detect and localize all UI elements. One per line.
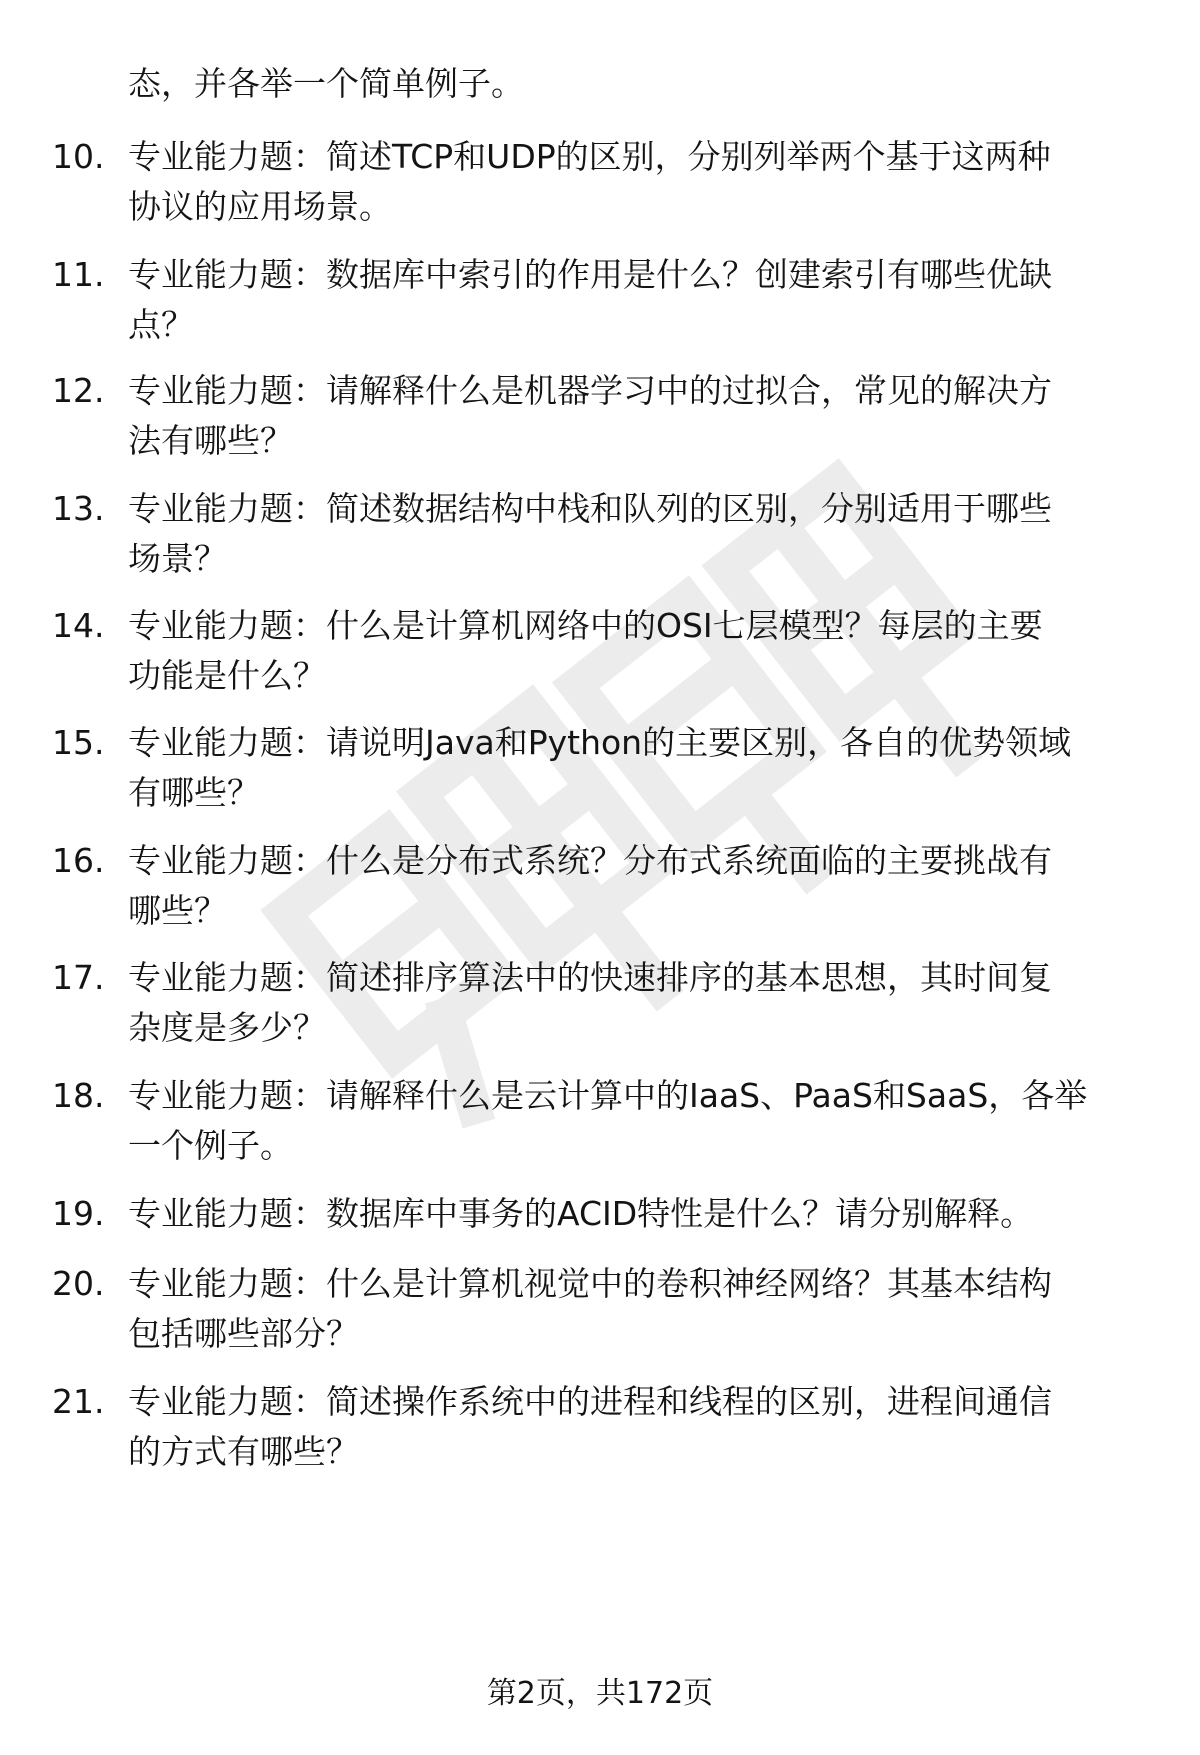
question-line: 有哪些？ [128,773,260,812]
question-line: 专业能力题：简述排序算法中的快速排序的基本思想，其时间复 [128,958,1052,997]
question-line: 专业能力题：请说明Java和Python的主要区别，各自的优势领域 [128,723,1072,762]
question-text [128,953,1168,1053]
question-line: 协议的应用场景。 [128,187,392,226]
question-number: 13. [52,489,105,528]
question-line: 的方式有哪些？ [128,1432,359,1471]
question-line: 哪些？ [128,891,227,930]
question-number: 19. [52,1194,105,1233]
question-line: 杂度是多少？ [128,1008,326,1047]
question-text [128,250,1168,350]
question-number: 18. [52,1076,105,1115]
question-number: 21. [52,1382,105,1421]
question-line: 专业能力题：什么是计算机视觉中的卷积神经网络？其基本结构 [128,1264,1052,1303]
question-line: 专业能力题：什么是计算机网络中的OSI七层模型？每层的主要 [128,606,1043,645]
question-line: 点？ [128,305,194,344]
page-footer: 第2页，共172页 [486,1676,714,1711]
question-line: 一个例子。 [128,1126,293,1165]
question-text [128,132,1168,232]
question-line: 专业能力题：请解释什么是云计算中的IaaS、PaaS和SaaS，各举 [128,1076,1088,1115]
question-text [128,1259,1168,1359]
question-text [128,1071,1168,1171]
question-number: 15. [52,723,105,762]
question-number: 12. [52,371,105,410]
question-number: 14. [52,606,105,645]
question-line: 场景？ [128,539,227,578]
question-line: 专业能力题：请解释什么是机器学习中的过拟合，常见的解决方 [128,371,1052,410]
question-number: 10. [52,137,105,176]
question-number: 20. [52,1264,105,1303]
question-line: 专业能力题：简述操作系统中的进程和线程的区别，进程间通信 [128,1382,1052,1421]
question-line: 专业能力题：简述TCP和UDP的区别，分别列举两个基于这两种 [128,137,1051,176]
question-text [128,366,1168,466]
question-line: 功能是什么？ [128,656,326,695]
question-line: 专业能力题：数据库中索引的作用是什么？创建索引有哪些优缺 [128,255,1052,294]
question-line: 法有哪些？ [128,421,293,460]
question-text [128,1377,1168,1477]
question-number: 17. [52,958,105,997]
question-line: 专业能力题：简述数据结构中栈和队列的区别，分别适用于哪些 [128,489,1052,528]
question-text [128,601,1168,701]
question-line: 专业能力题：数据库中事务的ACID特性是什么？请分别解释。 [128,1194,1034,1233]
question-line: 专业能力题：什么是分布式系统？分布式系统面临的主要挑战有 [128,841,1052,880]
question-number: 16. [52,841,105,880]
question-text [128,1189,1168,1239]
question-number: 11. [52,255,105,294]
question-line: 包括哪些部分？ [128,1314,359,1353]
question-text [128,718,1168,818]
continuation-text: 态，并各举一个简单例子。 [128,64,524,103]
question-text [128,484,1168,584]
question-text [128,836,1168,936]
